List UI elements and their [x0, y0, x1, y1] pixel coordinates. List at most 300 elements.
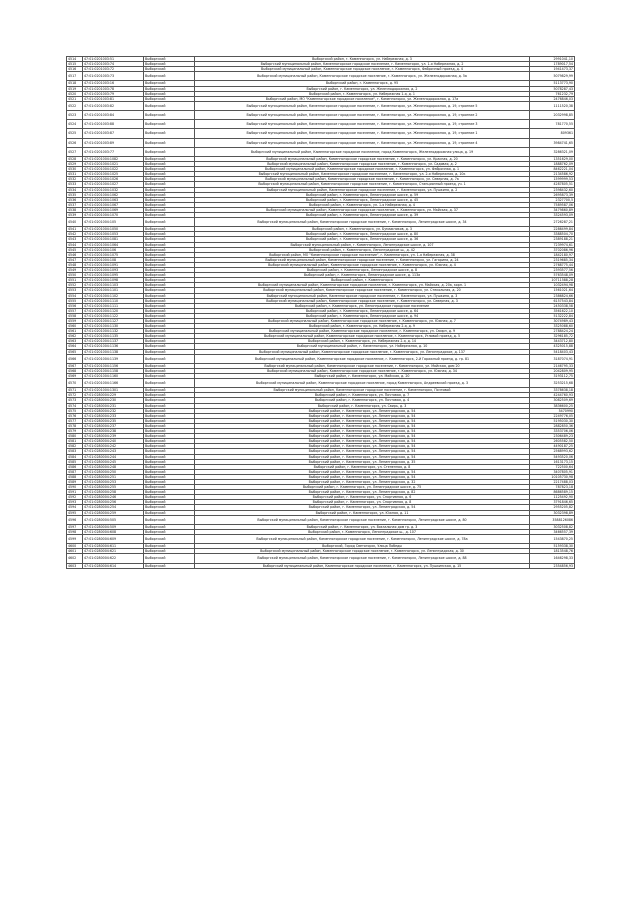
- address-cell: Выборгский район, г. Каменногорск, ул. Ленинградское городское поселение: [195, 303, 530, 308]
- cadastral-number-cell: 47:01:0280004:231: [83, 403, 144, 408]
- district-cell: Выборгский: [144, 515, 195, 524]
- address-cell: Выборгский район, г. Каменногорск, Ленинградское шоссе, д. 64: [195, 308, 530, 313]
- cadastral-number-cell: 47:01:0280004:622: [83, 554, 144, 563]
- cadastral-number-cell: 47:01:0201004:1110: [83, 298, 144, 303]
- district-cell: Выборгский: [144, 474, 195, 479]
- district-cell: Выборгский: [144, 454, 195, 459]
- cadastral-value-cell: 10711588,28: [530, 278, 575, 283]
- district-cell: Выборгский: [144, 202, 195, 207]
- address-cell: Выборгский район, г. Каменногорск, ул. Ленинградская, д. 54: [195, 423, 530, 428]
- address-cell: Выборгский муниципальный район, Каменногорское городское поселение, г. Каменногорск, Ленинградское шоссе, д. 78а: [195, 535, 530, 544]
- cadastral-value-cell: 2991041,10: [530, 57, 575, 62]
- row-number-cell: 4542: [67, 232, 83, 237]
- cadastral-value-cell: 2134586,92: [530, 172, 575, 177]
- address-cell: Выборгский район, г. Каменногорск, ул. Степенная, д. 8: [195, 464, 530, 469]
- cadastral-value-cell: 8462221,04: [530, 167, 575, 172]
- district-cell: Выборгский: [144, 464, 195, 469]
- cadastral-value-cell: 5493520,06: [530, 454, 575, 459]
- row-number-cell: 4544: [67, 242, 83, 247]
- district-cell: Выборгский: [144, 237, 195, 242]
- row-number-cell: 4533: [67, 182, 83, 187]
- row-number-cell: 4584: [67, 454, 83, 459]
- row-number-cell: 4601: [67, 549, 83, 554]
- row-number-cell: 4546: [67, 252, 83, 257]
- cadastral-value-cell: 3286321,09: [530, 147, 575, 156]
- address-cell: Выборгский район, г. Каменногорск, Ленинградское шоссе, д. 94: [195, 313, 530, 318]
- cadastral-value-cell: 2695873,39: [530, 192, 575, 197]
- cadastral-number-cell: 47:01:0201003:16: [83, 81, 144, 86]
- cadastral-value-cell: 3407805,91: [530, 469, 575, 474]
- address-cell: Выборгский муниципальный район, Каменногорское городское поселение, г. Каменногорск, Ленинградское шоссе, д. 88: [195, 554, 530, 563]
- cadastral-number-cell: 47:01:0201003:82: [83, 101, 144, 110]
- address-cell: Выборгский муниципальный район, Каменногорское городское поселение, г. Каменногорск, ул. Ленинградская, д. 30: [195, 549, 530, 554]
- address-cell: Выборгский район, г. Каменногорск, ул. Почтовая, д. 7: [195, 393, 530, 398]
- cadastral-number-cell: 47:01:0201004:1156: [83, 363, 144, 368]
- row-number-cell: 4562: [67, 334, 83, 339]
- cadastral-value-cell: 1351629,00: [530, 156, 575, 161]
- cadastral-number-cell: 47:01:0280004:614: [83, 563, 144, 568]
- address-cell: Выборгский муниципальный район, Каменногорское городское поселение, г. Каменногорск, Почтовой: [195, 388, 530, 393]
- district-cell: Выборгский: [144, 197, 195, 202]
- cadastral-value-cell: 2386824,66: [530, 293, 575, 298]
- row-number-cell: 4577: [67, 418, 83, 423]
- district-cell: Выборгский: [144, 62, 195, 67]
- row-number-cell: 4553: [67, 288, 83, 293]
- cadastral-number-cell: 47:01:0201004:1062: [83, 192, 144, 197]
- row-number-cell: 4565: [67, 349, 83, 354]
- cadastral-value-cell: 722500,64: [530, 464, 575, 469]
- address-cell: Выборгский район, г. Каменногорск, ул. Ленинградская, д. 54: [195, 449, 530, 454]
- cadastral-number-cell: 47:01:0201004:1098: [83, 278, 144, 283]
- district-cell: Выборгский: [144, 398, 195, 403]
- cadastral-number-cell: 47:01:0201003:87: [83, 129, 144, 138]
- address-cell: Выборгский муниципальный район, Каменногорское городское поселение, г. Каменногорск, ул. Железнодорожная, д. 19, строение 3: [195, 120, 530, 129]
- address-cell: Выборгский район, г. Каменногорск, ул. Почтовая, д. 4: [195, 398, 530, 403]
- address-cell: Выборгский муниципальный район, Каменногорское городское поселение, г. Каменногорск, ул. Стекольная, д. 20: [195, 288, 530, 293]
- cadastral-number-cell: 47:01:0280004:259: [83, 510, 144, 515]
- cadastral-value-cell: 3187074,91: [530, 354, 575, 363]
- row-number-cell: 4556: [67, 303, 83, 308]
- cadastral-value-cell: 7239974,61: [530, 242, 575, 247]
- cadastral-number-cell: 47:01:0201004:1111: [83, 303, 144, 308]
- address-cell: Выборгский муниципальный район, Каменногорское городское поселение, г. Каменногорск, ул. Северная, д. 3: [195, 298, 530, 303]
- cadastral-number-cell: 47:01:0201004:1138: [83, 349, 144, 354]
- cadastral-value-cell: 5470990: [530, 408, 575, 413]
- address-cell: Выборгский муниципальный район, Каменногорское городское поселение, г. Каменногорск, ул. Красная, д. 20: [195, 156, 530, 161]
- cadastral-value-cell: 2146795,33: [530, 363, 575, 368]
- address-cell: Выборгский район, г. Каменногорск, ул. Спортивная, д. 8: [195, 500, 530, 505]
- row-number-cell: 4576: [67, 413, 83, 418]
- address-cell: Выборгский муниципальный район, Каменногорское городское поселение, г. Каменногорск, ул. Железнодорожная, д. 19, строение 5: [195, 101, 530, 110]
- cadastral-number-cell: 47:01:0201004:1091: [83, 262, 144, 267]
- row-number-cell: 4582: [67, 444, 83, 449]
- row-number-cell: 4522: [67, 101, 83, 110]
- cadastral-value-cell: 5763548,09: [530, 273, 575, 278]
- address-cell: Выборгский район, г. Каменногорск, ул. Ленинградская, д. 54: [195, 505, 530, 510]
- row-number-cell: 4581: [67, 439, 83, 444]
- cadastral-number-cell: 47:01:0280004:611: [83, 544, 144, 549]
- cadastral-value-cell: 2286499,84: [530, 227, 575, 232]
- district-cell: Выборгский: [144, 182, 195, 187]
- cadastral-number-cell: 47:01:0201004:1053: [83, 232, 144, 237]
- address-cell: Выборгский муниципальный район, Каменногорское городское поселение, город Каменногорск, Андреевский проезд, д. 3: [195, 379, 530, 388]
- district-cell: Выборгский: [144, 262, 195, 267]
- table-row: [67, 554, 575, 563]
- cadastral-number-cell: 47:01:0280004:229: [83, 393, 144, 398]
- cadastral-number-cell: 47:01:0280004:245: [83, 459, 144, 464]
- address-cell: Выборгский муниципальный район, Каменногорское городское поселение, г. Каменногорск, ул. Майская, дом 20: [195, 363, 530, 368]
- district-cell: Выборгский: [144, 510, 195, 515]
- address-cell: Выборгский муниципальный район, г. Каменногорск, Ленинградское шоссе, д. 107: [195, 242, 530, 247]
- row-number-cell: 4596: [67, 515, 83, 524]
- row-number-cell: 4538: [67, 207, 83, 212]
- district-cell: Выборгский: [144, 354, 195, 363]
- cadastral-number-cell: 47:01:0280004:250: [83, 469, 144, 474]
- address-cell: Выборгский муниципальный район, Каменногорское городское поселение, г. Каменногорск, Фабричный проезд, д. 4: [195, 67, 530, 72]
- district-cell: Выборгский: [144, 535, 195, 544]
- row-number-cell: 4526: [67, 138, 83, 147]
- district-cell: Выборгский: [144, 192, 195, 197]
- cadastral-value-cell: 2306489,23: [530, 434, 575, 439]
- cadastral-value-cell: 3443712,80: [530, 339, 575, 344]
- cadastral-number-cell: 47:01:0201003:51: [83, 57, 144, 62]
- row-number-cell: 4572: [67, 393, 83, 398]
- cadastral-value-cell: 2249776,05: [530, 413, 575, 418]
- document-page: [66, 56, 575, 569]
- district-cell: Выборгский: [144, 554, 195, 563]
- district-cell: Выборгский: [144, 247, 195, 252]
- row-number-cell: 4567: [67, 363, 83, 368]
- cadastral-number-cell: 47:01:0201004:1063: [83, 197, 144, 202]
- district-cell: Выборгский: [144, 485, 195, 490]
- address-cell: Выборгский район, г. Каменногорск, Ленинградское шоссе, д. 80: [195, 232, 530, 237]
- cadastral-number-cell: 47:01:0280004:256: [83, 500, 144, 505]
- cadastral-number-cell: 47:01:0201004:1102: [83, 293, 144, 298]
- row-number-cell: 4585: [67, 459, 83, 464]
- address-cell: Выборгский муниципальный район, Каменногорское городское поселение, г. Каменногорск, Угловой проезд, д. 5: [195, 334, 530, 339]
- cadastral-value-cell: 2398432,60: [530, 187, 575, 192]
- table-row: [67, 129, 575, 138]
- district-cell: Выборгский: [144, 349, 195, 354]
- district-cell: Выборгский: [144, 479, 195, 484]
- cadastral-number-cell: 47:01:0280004:505: [83, 515, 144, 524]
- row-number-cell: 4516: [67, 67, 83, 72]
- cadastral-value-cell: 3378638,18: [530, 388, 575, 393]
- cadastral-value-cell: 3353706,06: [530, 429, 575, 434]
- cadastral-value-cell: 1561021,64: [530, 288, 575, 293]
- cadastral-value-cell: 3253215,68: [530, 379, 575, 388]
- cadastral-number-cell: 47:01:0280004:248: [83, 464, 144, 469]
- row-number-cell: 4563: [67, 339, 83, 344]
- cadastral-number-cell: 47:01:0201004:1120: [83, 308, 144, 313]
- district-cell: Выборгский: [144, 379, 195, 388]
- address-cell: Выборгский район, г. Каменногорск, ул. Ленинградская, д. 35: [195, 459, 530, 464]
- cadastral-number-cell: 47:01:0201004:1158: [83, 368, 144, 373]
- address-cell: Выборгский район, г. Каменногорск, ул. Набережная 2-я, д. 14: [195, 339, 530, 344]
- address-cell: Выборгский муниципальный район, Каменногорское городское поселение, г. Каменногорск, ул. 2-я Набережная, д. 10к: [195, 172, 530, 177]
- district-cell: Выборгский: [144, 363, 195, 368]
- cadastral-value-cell: 1111520,38: [530, 101, 575, 110]
- address-cell: Выборгский район, г. Каменногорск, ул. Ленинградская, д. 54: [195, 408, 530, 413]
- cadastral-number-cell: 47:01:0201003:73: [83, 72, 144, 81]
- cadastral-number-cell: 47:01:0280004:239: [83, 434, 144, 439]
- cadastral-value-cell: 4490187,25: [530, 444, 575, 449]
- cadastral-value-cell: 3388504,70: [530, 232, 575, 237]
- cadastral-value-cell: 8686589,15: [530, 490, 575, 495]
- district-cell: Выборгский: [144, 268, 195, 273]
- address-cell: Выборгский район, г. Каменногорск, ул. Вокзальная дом гр. д. 3: [195, 524, 530, 529]
- row-number-cell: 4580: [67, 434, 83, 439]
- district-cell: Выборгский: [144, 232, 195, 237]
- cadastral-value-cell: 6157543,84: [530, 298, 575, 303]
- address-cell: Выборгский район, г. Каменногорск, Ленинградское ш., д. 107: [195, 529, 530, 534]
- row-number-cell: 4515: [67, 62, 83, 67]
- cadastral-value-cell: 1646298,33: [530, 554, 575, 563]
- cadastral-number-cell: 47:01:0201004:1067: [83, 202, 144, 207]
- row-number-cell: 4547: [67, 257, 83, 262]
- district-cell: Выборгский: [144, 313, 195, 318]
- district-cell: Выборгский: [144, 67, 195, 72]
- cadastral-number-cell: 47:01:0201004:1075: [83, 252, 144, 257]
- cadastral-number-cell: 47:01:0201003:84: [83, 111, 144, 120]
- row-number-cell: 4555: [67, 298, 83, 303]
- row-number-cell: 4597: [67, 524, 83, 529]
- cadastral-value-cell: 5113773,90: [530, 81, 575, 86]
- row-number-cell: 4589: [67, 479, 83, 484]
- address-cell: Выборгский район, г. Каменногорск, ул. Ленинградская, д. 54: [195, 418, 530, 423]
- district-cell: Выборгский: [144, 227, 195, 232]
- row-number-cell: 4588: [67, 474, 83, 479]
- address-cell: Выборгский район, г. Каменногорск, ул. Ленинградская, д. 54: [195, 434, 530, 439]
- cadastral-number-cell: 47:01:0201004:1160: [83, 374, 144, 379]
- address-cell: Выборгский муниципальный район, Каменногорское городское поселение, г. Каменногорск, ул. Северная, д. 7а: [195, 177, 530, 182]
- district-cell: Выборгский: [144, 339, 195, 344]
- district-cell: Выборгский: [144, 213, 195, 218]
- cadastral-value-cell: 2319685,34: [530, 257, 575, 262]
- address-cell: Выборгский муниципальный район, Каменногорское городское поселение, г. Каменногорск, ул. Майская, д. 37: [195, 207, 530, 212]
- cadastral-value-cell: 4287805,51: [530, 182, 575, 187]
- row-number-cell: 4569: [67, 374, 83, 379]
- row-number-cell: 4549: [67, 268, 83, 273]
- cadastral-value-cell: 2726287,21: [530, 218, 575, 227]
- cadastral-value-cell: 2450338,58: [530, 303, 575, 308]
- cadastral-value-cell: 5079829,99: [530, 72, 575, 81]
- address-cell: Выборгский муниципальный район, Каменногорское городское поселение, г. Каменногорск, ул. Ленинградское, д. 137: [195, 349, 530, 354]
- address-cell: Выборгский район, г. Каменногорск, ул. Железнодорожная, д. 2: [195, 86, 530, 91]
- address-cell: Выборгский район, г. Каменногорск, ул. Набережная 1-я, д. 1: [195, 91, 530, 96]
- row-number-cell: 4579: [67, 429, 83, 434]
- district-cell: Выборгский: [144, 278, 195, 283]
- district-cell: Выборгский: [144, 505, 195, 510]
- cadastral-value-cell: 3702086,96: [530, 247, 575, 252]
- address-cell: Выборгский муниципальный район, Каменногорское городское поселение, г. Каменногорск, 2-й Гаражный проезд, д. гр. 81: [195, 354, 530, 363]
- address-cell: Выборгский район, МО "Каменногорское городское поселение", г. Каменногорск, ул. Железнодорожная, д. 17а: [195, 96, 530, 101]
- row-number-cell: 4554: [67, 293, 83, 298]
- cadastral-value-cell: 5195030,30: [530, 418, 575, 423]
- district-cell: Выборгский: [144, 388, 195, 393]
- cadastral-value-cell: 5078287,43: [530, 86, 575, 91]
- cadastral-value-cell: 3032508,82: [530, 524, 575, 529]
- address-cell: Выборгский район, г. Каменногорск, ул. Ленинградская, д. 54: [195, 474, 530, 479]
- address-cell: Выборгский муниципальный район, Каменногорское городское поселение, г. Каменногорск, ул. Железнодорожная, д. 19, строение 4: [195, 138, 530, 147]
- address-cell: Выборгский район, г. Каменногорск, ул. Набережная 2-я, д. 9: [195, 324, 530, 329]
- cadastral-number-cell: 47:01:0201004:1127: [83, 318, 144, 323]
- cadastral-number-cell: 47:01:0280004:230: [83, 398, 144, 403]
- cadastral-number-cell: 47:01:0280004:255: [83, 485, 144, 490]
- address-cell: Выборгский муниципальный район, Каменногорское городское поселение, г. Каменногорск, Станционный проезд, уч. 1: [195, 182, 530, 187]
- cadastral-number-cell: 47:01:0201004:105: [83, 218, 144, 227]
- address-cell: Выборгский район, г. Каменногорск, ул. Ленинградская, д. 32: [195, 479, 530, 484]
- row-number-cell: 4583: [67, 449, 83, 454]
- address-cell: Выборгский район, г. Каменногорск, Ленинградское шоссе, д. 36: [195, 237, 530, 242]
- district-cell: Выборгский: [144, 374, 195, 379]
- row-number-cell: 4541: [67, 227, 83, 232]
- address-cell: Выборгский район, г. Каменногорск, ул. Ленинградская, д. 54: [195, 454, 530, 459]
- cadastral-value-cell: 3074989,43: [530, 318, 575, 323]
- district-cell: Выборгский: [144, 177, 195, 182]
- address-cell: Выборгский район, г. Каменногорск, ул. Ленинградская, д. 54: [195, 413, 530, 418]
- district-cell: Выборгский: [144, 403, 195, 408]
- address-cell: Выборгский муниципальный район, Каменногорское городское поселение, г. Каменногорск, ул. Майская, д. 20а, корп. 1: [195, 283, 530, 288]
- row-number-cell: 4592: [67, 495, 83, 500]
- cadastral-number-cell: 47:01:0201004:1021: [83, 162, 144, 167]
- district-cell: Выборгский: [144, 329, 195, 334]
- district-cell: Выборгский: [144, 495, 195, 500]
- cadastral-number-cell: 47:01:0201004:1095: [83, 273, 144, 278]
- row-number-cell: 4594: [67, 505, 83, 510]
- cadastral-number-cell: 47:01:0201003:78: [83, 86, 144, 91]
- address-cell: Выборгский район, МО "Каменногорское городское поселение", г. Каменногорск, ул. 1-я Набережная, д. 38: [195, 252, 530, 257]
- cadastral-value-cell: 2393577,56: [530, 268, 575, 273]
- cadastral-number-cell: 47:01:0280004:233: [83, 413, 144, 418]
- cadastral-value-cell: 2389188,21: [530, 237, 575, 242]
- cadastral-value-cell: 2955205,82: [530, 505, 575, 510]
- district-cell: Выборгский: [144, 449, 195, 454]
- cadastral-number-cell: 47:01:0201003:74: [83, 62, 144, 67]
- cadastral-value-cell: 1888762,09: [530, 162, 575, 167]
- row-number-cell: 4595: [67, 510, 83, 515]
- cadastral-value-cell: 4244760,93: [530, 393, 575, 398]
- district-cell: Выборгский: [144, 549, 195, 554]
- district-cell: Выборгский: [144, 344, 195, 349]
- address-cell: Выборгский район, г. Каменногорск, Ленинградское шоссе, д. 113а: [195, 273, 530, 278]
- table-row: [67, 120, 575, 129]
- address-cell: Выборгский муниципальный район, Каменногорское городское поселение, г. Каменногорск, ул. Южная, д. 34: [195, 368, 530, 373]
- cadastral-value-cell: 3984741,65: [530, 138, 575, 147]
- district-cell: Выборгский: [144, 524, 195, 529]
- district-cell: Выборгский: [144, 444, 195, 449]
- row-number-cell: 4587: [67, 469, 83, 474]
- row-number-cell: 4599: [67, 535, 83, 544]
- district-cell: Выборгский: [144, 111, 195, 120]
- cadastral-value-cell: 3296185,72: [530, 334, 575, 339]
- row-number-cell: 4545: [67, 247, 83, 252]
- cadastral-value-cell: 761232,79: [530, 91, 575, 96]
- address-cell: Выборгский район, г. Каменногорск, ул. Ленинградская, д. 54: [195, 444, 530, 449]
- cadastral-number-cell: 47:01:0201003:89: [83, 138, 144, 147]
- cadastral-number-cell: 47:01:0201004:1081: [83, 237, 144, 242]
- address-cell: Выборгский, Город Светогорск, Улица Победы: [195, 544, 530, 549]
- cadastral-number-cell: 47:01:0280004:253: [83, 479, 144, 484]
- cadastral-number-cell: 47:01:0201004:1130: [83, 324, 144, 329]
- address-cell: Выборгский район, г. Каменногорск, ул. Спортивная, д. 6: [195, 495, 530, 500]
- cadastral-value-cell: 10105730,98: [530, 474, 575, 479]
- row-number-cell: 4534: [67, 187, 83, 192]
- cadastral-value-cell: 809361: [530, 129, 575, 138]
- row-number-cell: 4539: [67, 213, 83, 218]
- row-number-cell: 4523: [67, 111, 83, 120]
- address-cell: Выборгский район, г. Каменногорск, ул. 1-я Набережная, д. 4: [195, 202, 530, 207]
- row-number-cell: 4564: [67, 344, 83, 349]
- cadastral-value-cell: 1813548,76: [530, 549, 575, 554]
- cadastral-number-cell: 47:01:0201004:1022: [83, 167, 144, 172]
- row-number-cell: 4518: [67, 81, 83, 86]
- cadastral-value-cell: 3588126086: [530, 515, 575, 524]
- cadastral-number-cell: 47:01:0201004:1064: [83, 242, 144, 247]
- district-cell: Выборгский: [144, 303, 195, 308]
- row-number-cell: 4521: [67, 96, 83, 101]
- row-number-cell: 4528: [67, 156, 83, 161]
- row-number-cell: 4568: [67, 368, 83, 373]
- row-number-cell: 4530: [67, 167, 83, 172]
- district-cell: Выборгский: [144, 162, 195, 167]
- address-cell: Выборгский муниципальный район, Каменногорское городское поселение, г. Каменногорск, ул. Железнодорожная, д. 19, строение 1: [195, 129, 530, 138]
- cadastral-value-cell: 3479860,89: [530, 207, 575, 212]
- row-number-cell: 4559: [67, 318, 83, 323]
- row-number-cell: 4586: [67, 464, 83, 469]
- table-row: [67, 218, 575, 227]
- row-number-cell: 4529: [67, 162, 83, 167]
- cadastral-number-cell: 47:01:0280004:258: [83, 490, 144, 495]
- row-number-cell: 4531: [67, 172, 83, 177]
- address-cell: Выборгский муниципальный район, Каменногорское городское поселение, г. Каменногорск, ул. Пушкина, д. 2: [195, 187, 530, 192]
- district-cell: Выборгский: [144, 242, 195, 247]
- address-cell: Выборгский район, г. Каменногорск, Ленинградское шоссе, д. 8: [195, 268, 530, 273]
- address-cell: Выборгский район, г. Каменногорск, ул. Набережная, д. 3: [195, 57, 530, 62]
- cadastral-number-cell: 47:01:0280004:251: [83, 474, 144, 479]
- cadastral-value-cell: 5418403,43: [530, 349, 575, 354]
- district-cell: Выборгский: [144, 273, 195, 278]
- district-cell: Выборгский: [144, 91, 195, 96]
- table-row: [67, 535, 575, 544]
- row-number-cell: 4537: [67, 202, 83, 207]
- row-number-cell: 4532: [67, 177, 83, 182]
- row-number-cell: 4598: [67, 529, 83, 534]
- row-number-cell: 4578: [67, 423, 83, 428]
- district-cell: Выборгский: [144, 138, 195, 147]
- address-cell: Выборгский район, г. Каменногорск, Ленинградское шоссе, д. 39: [195, 213, 530, 218]
- cadastral-value-cell: 1613173,15: [530, 459, 575, 464]
- district-cell: Выборгский: [144, 469, 195, 474]
- cadastral-value-cell: 3032398,89: [530, 510, 575, 515]
- district-cell: Выборгский: [144, 187, 195, 192]
- address-cell: Выборгский район, г. Каменногорск, ул. Южная, д. 11: [195, 510, 530, 515]
- cadastral-value-cell: 2042809,95: [530, 368, 575, 373]
- cadastral-number-cell: 47:01:0201004:1050: [83, 227, 144, 232]
- cadastral-number-cell: 47:01:0201004:1070: [83, 213, 144, 218]
- cadastral-number-cell: 47:01:0280004:238: [83, 429, 144, 434]
- district-cell: Выборгский: [144, 429, 195, 434]
- cadastral-value-cell: 2327700,5: [530, 197, 575, 202]
- address-cell: Выборгский район, г. Каменногорск, Ленинградское шоссе, д. 59: [195, 192, 530, 197]
- district-cell: Выборгский: [144, 544, 195, 549]
- row-number-cell: 4558: [67, 313, 83, 318]
- cadastral-number-cell: 47:01:0280004:608: [83, 529, 144, 534]
- row-number-cell: 4591: [67, 490, 83, 495]
- address-cell: Выборгский район, г. Каменногорск, ул. Ленинградская, д. 54: [195, 469, 530, 474]
- row-number-cell: 4575: [67, 408, 83, 413]
- cadastral-number-cell: 47:01:0280004:240: [83, 439, 144, 444]
